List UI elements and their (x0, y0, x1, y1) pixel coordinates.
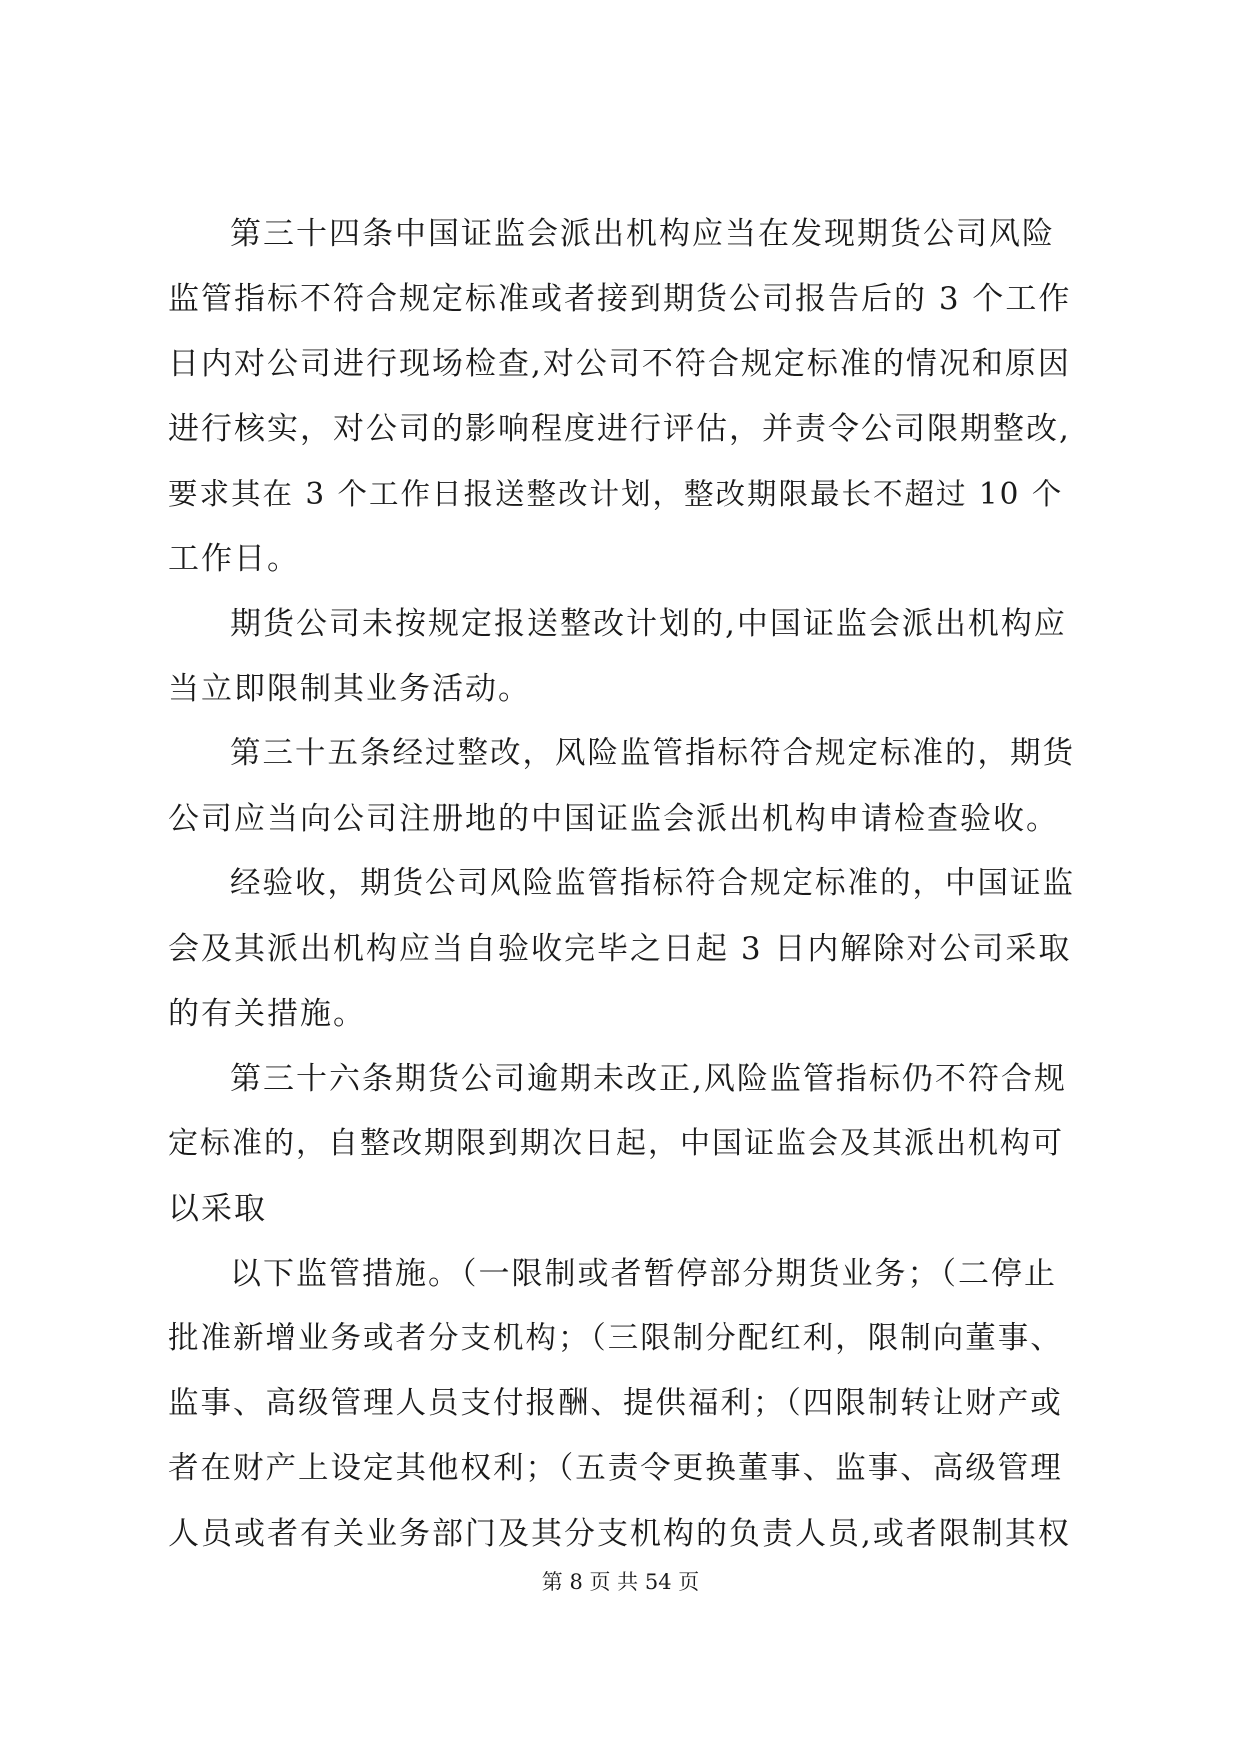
page-footer: 第 8 页 共 54 页 (541, 1570, 700, 1594)
text-line: 进行核实，对公司的影响程度进行评估，并责令公司限期整改, (168, 411, 1071, 447)
text-line: 者在财产上设定其他权利；（五责令更换董事、监事、高级管理 (168, 1451, 1063, 1486)
text-line: 要求其在 3 个工作日报送整改计划，整改期限最长不超过 10 个 (168, 477, 1064, 511)
text-line: 当立即限制其业务活动。 (168, 671, 531, 707)
text-line: 工作日。 (168, 541, 300, 577)
text-line: 监管指标不符合规定标准或者接到期货公司报告后的 3 个工作 (168, 281, 1072, 317)
text-line: 经验收，期货公司风险监管指标符合规定标准的，中国证监 (230, 866, 1075, 901)
text-line: 以采取 (168, 1191, 267, 1227)
text-line: 的有关措施。 (168, 996, 366, 1032)
text-line: 第三十五条经过整改，风险监管指标符合规定标准的，期货 (230, 736, 1075, 771)
text-line: 会及其派出机构应当自验收完毕之日起 3 日内解除对公司采取 (168, 931, 1072, 967)
text-line: 日内对公司进行现场检查,对公司不符合规定标准的情况和原因 (168, 346, 1071, 382)
text-line: 第三十六条期货公司逾期未改正,风险监管指标仍不符合规 (230, 1061, 1067, 1097)
text-line: 第三十四条中国证监会派出机构应当在发现期货公司风险 (230, 216, 1055, 252)
text-line: 公司应当向公司注册地的中国证监会派出机构申请检查验收。 (168, 801, 1059, 837)
text-line: 以下监管措施。（一限制或者暂停部分期货业务；（二停止 (230, 1256, 1057, 1292)
text-line: 批准新增业务或者分支机构；（三限制分配红利，限制向董事、 (168, 1321, 1063, 1356)
text-line: 期货公司未按规定报送整改计划的,中国证监会派出机构应 (230, 606, 1067, 642)
text-line: 监事、高级管理人员支付报酬、提供福利；（四限制转让财产或 (168, 1386, 1063, 1421)
text-line: 人员或者有关业务部门及其分支机构的负责人员,或者限制其权 (168, 1516, 1071, 1552)
text-line: 定标准的，自整改期限到期次日起，中国证监会及其派出机构可 (168, 1126, 1064, 1161)
